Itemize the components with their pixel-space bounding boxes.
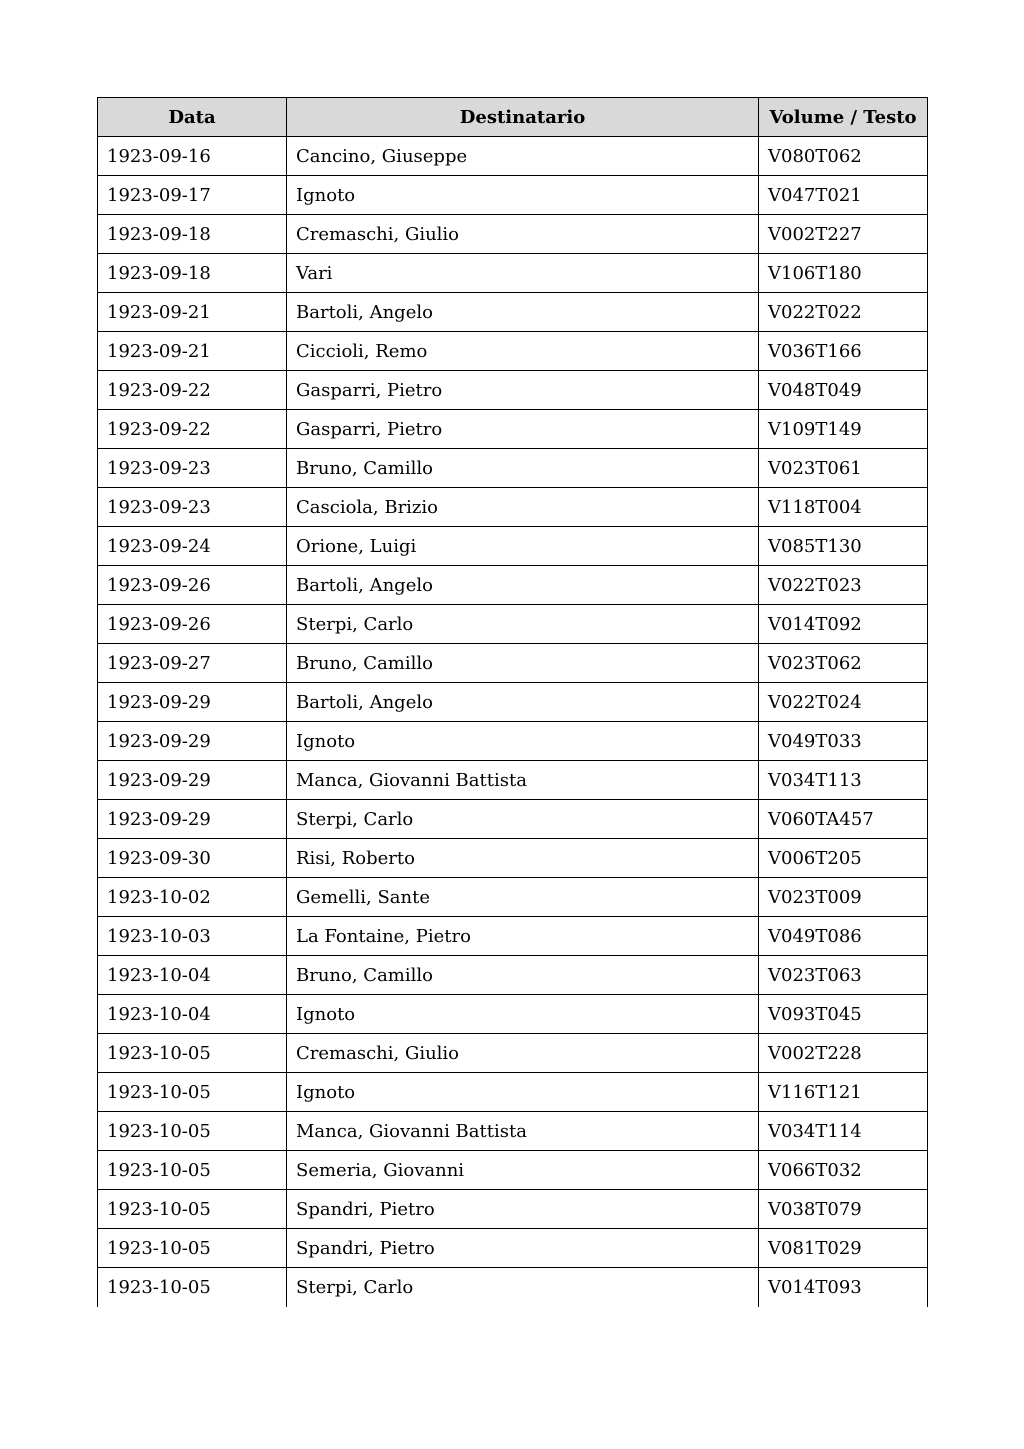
header-row xyxy=(98,98,928,137)
cell-date: 1923-10-02 xyxy=(98,878,287,917)
cell-volume: V081T029 xyxy=(759,1229,928,1268)
cell-volume: V048T049 xyxy=(759,371,928,410)
table-row xyxy=(98,527,928,566)
cell-recipient: Sterpi, Carlo xyxy=(287,1268,759,1307)
cell-date: 1923-09-22 xyxy=(98,410,287,449)
cell-recipient: Bruno, Camillo xyxy=(287,956,759,995)
cell-recipient: Bruno, Camillo xyxy=(287,449,759,488)
table-row xyxy=(98,722,928,761)
table-row xyxy=(98,1112,928,1151)
table-row xyxy=(98,800,928,839)
table-row xyxy=(98,566,928,605)
cell-date: 1923-09-29 xyxy=(98,800,287,839)
cell-recipient: Ignoto xyxy=(287,722,759,761)
cell-date: 1923-10-04 xyxy=(98,995,287,1034)
table-row xyxy=(98,878,928,917)
cell-date: 1923-10-05 xyxy=(98,1034,287,1073)
cell-recipient: Gemelli, Sante xyxy=(287,878,759,917)
cell-volume: V002T227 xyxy=(759,215,928,254)
table-row xyxy=(98,137,928,176)
cell-volume: V109T149 xyxy=(759,410,928,449)
cell-recipient: Orione, Luigi xyxy=(287,527,759,566)
letters-table xyxy=(97,97,928,1307)
table-row xyxy=(98,449,928,488)
table-row xyxy=(98,605,928,644)
cell-volume: V085T130 xyxy=(759,527,928,566)
cell-recipient: Sterpi, Carlo xyxy=(287,800,759,839)
column-header-date: Data xyxy=(98,98,287,137)
cell-volume: V034T113 xyxy=(759,761,928,800)
cell-volume: V023T009 xyxy=(759,878,928,917)
cell-recipient: Sterpi, Carlo xyxy=(287,605,759,644)
column-header-recipient: Destinatario xyxy=(287,98,759,137)
table-row xyxy=(98,995,928,1034)
cell-date: 1923-10-05 xyxy=(98,1190,287,1229)
cell-volume: V036T166 xyxy=(759,332,928,371)
cell-volume: V034T114 xyxy=(759,1112,928,1151)
cell-recipient: Casciola, Brizio xyxy=(287,488,759,527)
cell-volume: V022T023 xyxy=(759,566,928,605)
cell-recipient: Bruno, Camillo xyxy=(287,644,759,683)
cell-date: 1923-09-29 xyxy=(98,761,287,800)
table-body xyxy=(98,137,928,1307)
cell-recipient: Risi, Roberto xyxy=(287,839,759,878)
cell-date: 1923-09-21 xyxy=(98,293,287,332)
cell-volume: V023T063 xyxy=(759,956,928,995)
letters-table-container xyxy=(97,97,927,1307)
table-row xyxy=(98,839,928,878)
table-row xyxy=(98,488,928,527)
cell-recipient: Gasparri, Pietro xyxy=(287,371,759,410)
table-header xyxy=(98,98,928,137)
cell-recipient: Manca, Giovanni Battista xyxy=(287,761,759,800)
cell-volume: V116T121 xyxy=(759,1073,928,1112)
cell-date: 1923-09-30 xyxy=(98,839,287,878)
cell-recipient: Semeria, Giovanni xyxy=(287,1151,759,1190)
cell-recipient: La Fontaine, Pietro xyxy=(287,917,759,956)
table-row xyxy=(98,1229,928,1268)
cell-date: 1923-10-03 xyxy=(98,917,287,956)
cell-recipient: Vari xyxy=(287,254,759,293)
cell-recipient: Gasparri, Pietro xyxy=(287,410,759,449)
cell-volume: V080T062 xyxy=(759,137,928,176)
cell-recipient: Spandri, Pietro xyxy=(287,1229,759,1268)
table-row xyxy=(98,254,928,293)
cell-recipient: Ignoto xyxy=(287,995,759,1034)
table-row xyxy=(98,176,928,215)
table-row xyxy=(98,1151,928,1190)
cell-date: 1923-10-05 xyxy=(98,1112,287,1151)
table-row xyxy=(98,644,928,683)
cell-volume: V022T024 xyxy=(759,683,928,722)
table-row xyxy=(98,1190,928,1229)
cell-recipient: Ciccioli, Remo xyxy=(287,332,759,371)
cell-volume: V118T004 xyxy=(759,488,928,527)
cell-recipient: Bartoli, Angelo xyxy=(287,293,759,332)
cell-date: 1923-09-17 xyxy=(98,176,287,215)
cell-date: 1923-10-05 xyxy=(98,1268,287,1307)
cell-recipient: Cremaschi, Giulio xyxy=(287,215,759,254)
cell-date: 1923-09-23 xyxy=(98,488,287,527)
cell-date: 1923-09-23 xyxy=(98,449,287,488)
cell-volume: V038T079 xyxy=(759,1190,928,1229)
cell-volume: V060TA457 xyxy=(759,800,928,839)
table-row xyxy=(98,917,928,956)
table-row xyxy=(98,1268,928,1307)
cell-date: 1923-09-24 xyxy=(98,527,287,566)
column-header-volume: Volume / Testo xyxy=(759,98,928,137)
cell-volume: V006T205 xyxy=(759,839,928,878)
cell-volume: V014T093 xyxy=(759,1268,928,1307)
cell-volume: V049T033 xyxy=(759,722,928,761)
table-row xyxy=(98,332,928,371)
cell-volume: V047T021 xyxy=(759,176,928,215)
cell-recipient: Ignoto xyxy=(287,176,759,215)
cell-recipient: Spandri, Pietro xyxy=(287,1190,759,1229)
cell-date: 1923-09-29 xyxy=(98,722,287,761)
cell-date: 1923-09-22 xyxy=(98,371,287,410)
cell-date: 1923-09-29 xyxy=(98,683,287,722)
cell-date: 1923-10-05 xyxy=(98,1073,287,1112)
table-row xyxy=(98,215,928,254)
cell-date: 1923-09-18 xyxy=(98,215,287,254)
table-row xyxy=(98,371,928,410)
cell-date: 1923-09-26 xyxy=(98,566,287,605)
cell-date: 1923-10-05 xyxy=(98,1151,287,1190)
cell-recipient: Bartoli, Angelo xyxy=(287,566,759,605)
table-row xyxy=(98,410,928,449)
cell-recipient: Manca, Giovanni Battista xyxy=(287,1112,759,1151)
cell-volume: V022T022 xyxy=(759,293,928,332)
cell-volume: V066T032 xyxy=(759,1151,928,1190)
cell-volume: V049T086 xyxy=(759,917,928,956)
cell-recipient: Cancino, Giuseppe xyxy=(287,137,759,176)
cell-date: 1923-09-21 xyxy=(98,332,287,371)
cell-date: 1923-09-18 xyxy=(98,254,287,293)
cell-volume: V023T062 xyxy=(759,644,928,683)
cell-volume: V014T092 xyxy=(759,605,928,644)
table-row xyxy=(98,761,928,800)
cell-volume: V002T228 xyxy=(759,1034,928,1073)
cell-volume: V023T061 xyxy=(759,449,928,488)
table-row xyxy=(98,1073,928,1112)
cell-recipient: Bartoli, Angelo xyxy=(287,683,759,722)
table-row xyxy=(98,956,928,995)
cell-date: 1923-09-26 xyxy=(98,605,287,644)
cell-volume: V093T045 xyxy=(759,995,928,1034)
table-row xyxy=(98,293,928,332)
cell-date: 1923-10-04 xyxy=(98,956,287,995)
cell-date: 1923-09-16 xyxy=(98,137,287,176)
cell-date: 1923-10-05 xyxy=(98,1229,287,1268)
table-row xyxy=(98,1034,928,1073)
cell-date: 1923-09-27 xyxy=(98,644,287,683)
cell-recipient: Ignoto xyxy=(287,1073,759,1112)
cell-volume: V106T180 xyxy=(759,254,928,293)
table-row xyxy=(98,683,928,722)
cell-recipient: Cremaschi, Giulio xyxy=(287,1034,759,1073)
